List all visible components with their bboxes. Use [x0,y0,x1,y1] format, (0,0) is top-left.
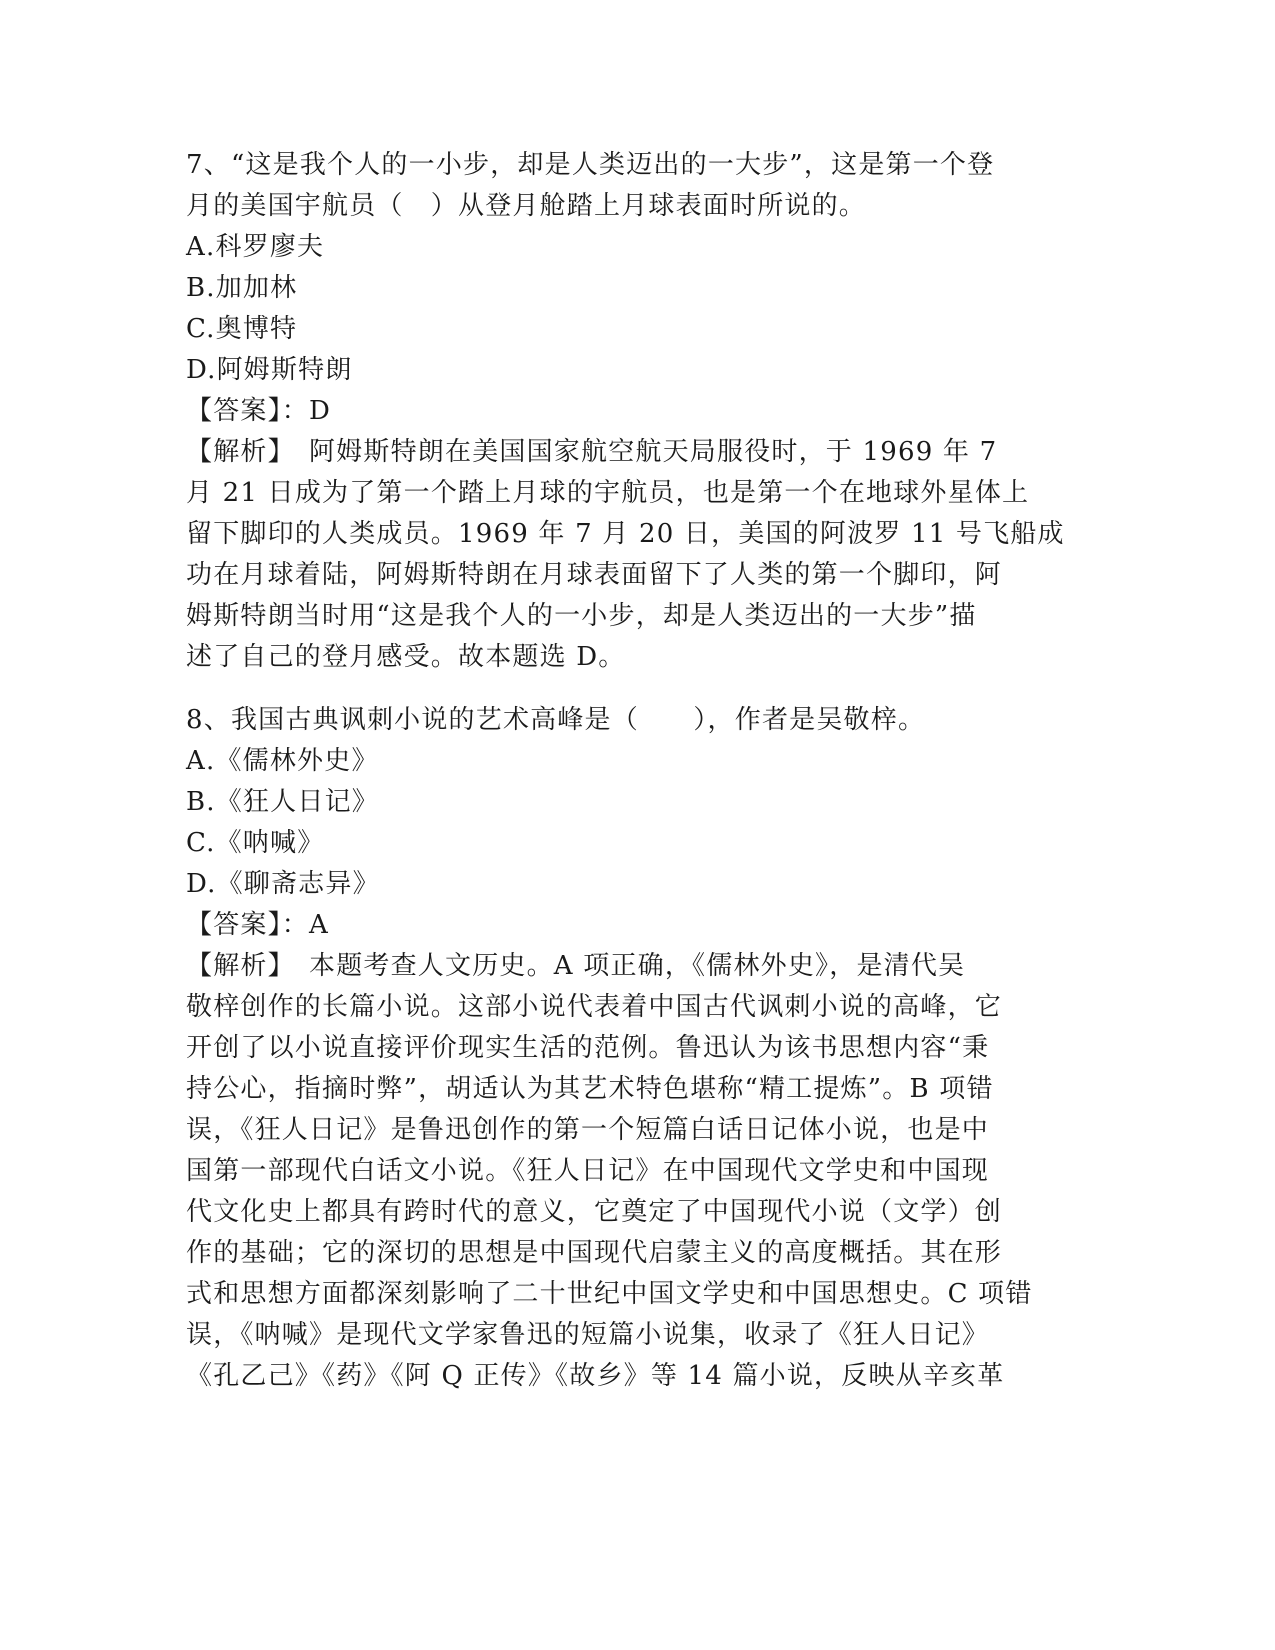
analysis-line: 开创了以小说直接评价现实生活的范例。鲁迅认为该书思想内容“秉 [186,1033,990,1063]
answer-line: 【答案】：D [186,396,332,426]
analysis-line: 国第一部现代白话文小说。《狂人日记》在中国现代文学史和中国现 [186,1156,990,1186]
analysis-line: 功在月球着陆，阿姆斯特朗在月球表面留下了人类的第一个脚印，阿 [186,560,1003,590]
analysis-line: 误，《呐喊》是现代文学家鲁迅的短篇小说集，收录了《狂人日记》 [186,1320,990,1350]
option-d: D.阿姆斯特朗 [186,355,353,385]
analysis-line: 留下脚印的人类成员。1969 年 7 月 20 日，美国的阿波罗 11 号飞船成 [186,519,1065,549]
analysis-line: 作的基础；它的深切的思想是中国现代启蒙主义的高度概括。其在形 [186,1238,1003,1268]
option-c: C.《呐喊》 [186,828,325,858]
question-stem-line: 7、“这是我个人的一小步，却是人类迈出的一大步”，这是第一个登 [186,150,995,180]
analysis-line: 【解析】 阿姆斯特朗在美国国家航空航天局服役时，于 1969 年 7 [186,437,998,467]
analysis-line: 述了自己的登月感受。故本题选 D。 [186,642,626,672]
option-b: B.《狂人日记》 [186,787,379,817]
option-a: A.科罗廖夫 [186,232,325,262]
question-stem-line: 8、我国古典讽刺小说的艺术高峰是（ ），作者是吴敬梓。 [186,705,926,735]
analysis-line: 【解析】 本题考查人文历史。A 项正确，《儒林外史》，是清代吴 [186,951,966,981]
analysis-line: 代文化史上都具有跨时代的意义，它奠定了中国现代小说（文学）创 [186,1197,1003,1227]
analysis-line: 式和思想方面都深刻影响了二十世纪中国文学史和中国思想史。C 项错 [186,1279,1033,1309]
analysis-line: 月 21 日成为了第一个踏上月球的宇航员，也是第一个在地球外星体上 [186,478,1030,508]
analysis-line: 姆斯特朗当时用“这是我个人的一小步，却是人类迈出的一大步”描 [186,601,977,631]
analysis-line: 误，《狂人日记》是鲁迅创作的第一个短篇白话日记体小说，也是中 [186,1115,990,1145]
option-b: B.加加林 [186,273,298,303]
option-d: D.《聊斋志异》 [186,869,380,899]
answer-line: 【答案】：A [186,910,329,940]
question-stem-line: 月的美国宇航员（ ）从登月舱踏上月球表面时所说的。 [186,191,867,221]
analysis-line: 敬梓创作的长篇小说。这部小说代表着中国古代讽刺小说的高峰，它 [186,992,1003,1022]
analysis-line: 《孔乙己》《药》《阿 Q 正传》《故乡》等 14 篇小说，反映从辛亥革 [186,1361,1005,1391]
option-c: C.奥博特 [186,314,298,344]
option-a: A.《儒林外史》 [186,746,379,776]
analysis-line: 持公心，指摘时弊”，胡适认为其艺术特色堪称“精工提炼”。B 项错 [186,1074,994,1104]
